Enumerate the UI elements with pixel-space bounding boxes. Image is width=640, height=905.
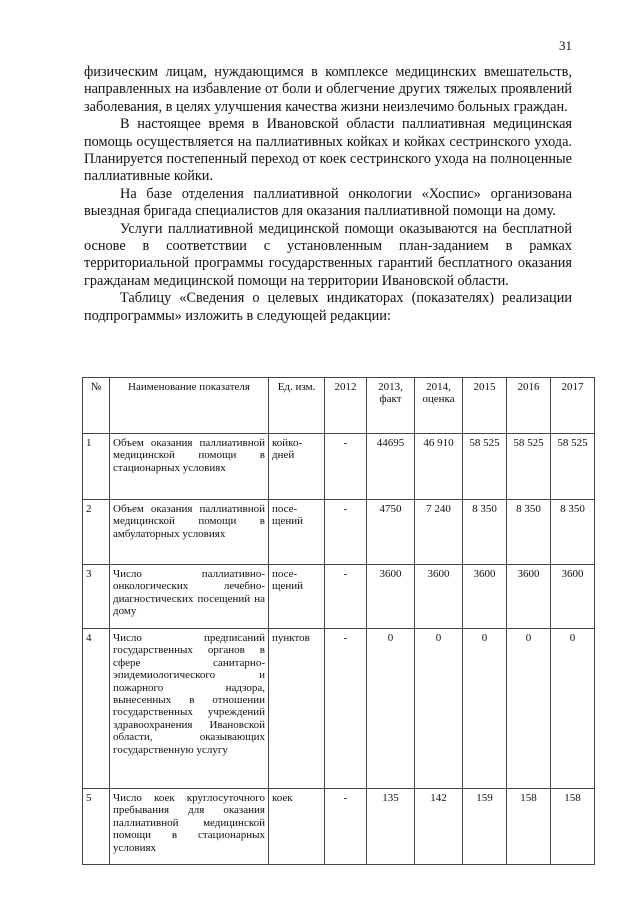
header-number: № [83, 378, 110, 434]
value-2013: 0 [367, 629, 415, 789]
value-2016: 0 [507, 629, 551, 789]
row-number: 2 [83, 500, 110, 565]
table-row [83, 629, 595, 789]
value-2015: 8 350 [463, 500, 507, 565]
paragraph-4: Услуги паллиативной медицинской помощи оказываются на бесплатной основе в соответствии с установленным план-заданием в рамках территориальной программы государственных гарантий бесплатного оказания гражданам медицинской помощи на территории Ивановской области. [84, 220, 572, 289]
value-2016: 8 350 [507, 500, 551, 565]
value-2013: 3600 [367, 565, 415, 629]
value-2017: 0 [551, 629, 595, 789]
value-2016: 158 [507, 789, 551, 865]
indicator-name: Число паллиативно-онкологических лечебно-диагностических посещений на дому [110, 565, 269, 629]
paragraph-1: физическим лицам, нуждающимся в комплексе медицинских вмешательств, направленных на избавление от боли и облегчение других тяжелых проявлений заболевания, в целях улучшения качества жизни неизлечимо больных граждан. [84, 64, 572, 115]
table-row [83, 500, 595, 565]
table-row [83, 565, 595, 629]
header-name: Наименование показателя [110, 378, 269, 434]
value-2014: 3600 [415, 565, 463, 629]
indicators-table [82, 377, 595, 865]
value-2013: 135 [367, 789, 415, 865]
header-2015: 2015 [463, 378, 507, 434]
header-2016: 2016 [507, 378, 551, 434]
value-2015: 3600 [463, 565, 507, 629]
value-2014: 46 910 [415, 434, 463, 500]
row-number: 1 [83, 434, 110, 500]
value-2014: 142 [415, 789, 463, 865]
value-2017: 158 [551, 789, 595, 865]
value-2015: 0 [463, 629, 507, 789]
header-2012: 2012 [325, 378, 367, 434]
unit: пунктов [269, 629, 325, 789]
value-2017: 58 525 [551, 434, 595, 500]
unit: койко-дней [269, 434, 325, 500]
table-row [83, 434, 595, 500]
header-unit: Ед. изм. [269, 378, 325, 434]
value-2017: 8 350 [551, 500, 595, 565]
row-number: 4 [83, 629, 110, 789]
table-row [83, 789, 595, 865]
paragraph-5: Таблицу «Сведения о целевых индикаторах (показателях) реализации подпрограммы» изложить в следующей редакции: [84, 290, 572, 324]
value-2012: - [325, 789, 367, 865]
value-2012: - [325, 500, 367, 565]
indicator-name: Объем оказания паллиативной медицинской помощи в стационарных условиях [110, 434, 269, 500]
value-2015: 159 [463, 789, 507, 865]
paragraph-2: В настоящее время в Ивановской области паллиативная медицинская помощь осуществляется на паллиативных койках и койках сестринского ухода. Планируется постепенный переход от коек сестринского ухода на полноценные паллиативные койки. [84, 116, 572, 185]
paragraph-3: На базе отделения паллиативной онкологии «Хоспис» организована выездная бригада специалистов для оказания паллиативной помощи на дому. [84, 185, 572, 220]
header-2014: 2014, оценка [415, 378, 463, 434]
value-2015: 58 525 [463, 434, 507, 500]
indicator-name: Число коек круглосуточного пребывания для оказания паллиативной медицинской помощи в стационарных условиях [110, 789, 269, 865]
value-2012: - [325, 565, 367, 629]
table-header-row [83, 378, 595, 434]
header-2017: 2017 [551, 378, 595, 434]
value-2013: 44695 [367, 434, 415, 500]
value-2013: 4750 [367, 500, 415, 565]
row-number: 3 [83, 565, 110, 629]
row-number: 5 [83, 789, 110, 865]
value-2014: 7 240 [415, 500, 463, 565]
value-2012: - [325, 434, 367, 500]
value-2014: 0 [415, 629, 463, 789]
unit: коек [269, 789, 325, 865]
value-2016: 58 525 [507, 434, 551, 500]
header-2013: 2013, факт [367, 378, 415, 434]
indicator-name: Число предписаний государственных органов в сфере санитарно-эпидемиологического и пожарного надзора, вынесенных в отношении государственных учреждений здравоохранения Ивановской области, оказывающих государственную услугу [110, 629, 269, 789]
body-text [84, 64, 572, 325]
value-2016: 3600 [507, 565, 551, 629]
indicator-name: Объем оказания паллиативной медицинской помощи в амбулаторных условиях [110, 500, 269, 565]
page-number: 31 [559, 38, 572, 53]
value-2017: 3600 [551, 565, 595, 629]
unit: посе-щений [269, 500, 325, 565]
value-2012: - [325, 629, 367, 789]
unit: посе-щений [269, 565, 325, 629]
